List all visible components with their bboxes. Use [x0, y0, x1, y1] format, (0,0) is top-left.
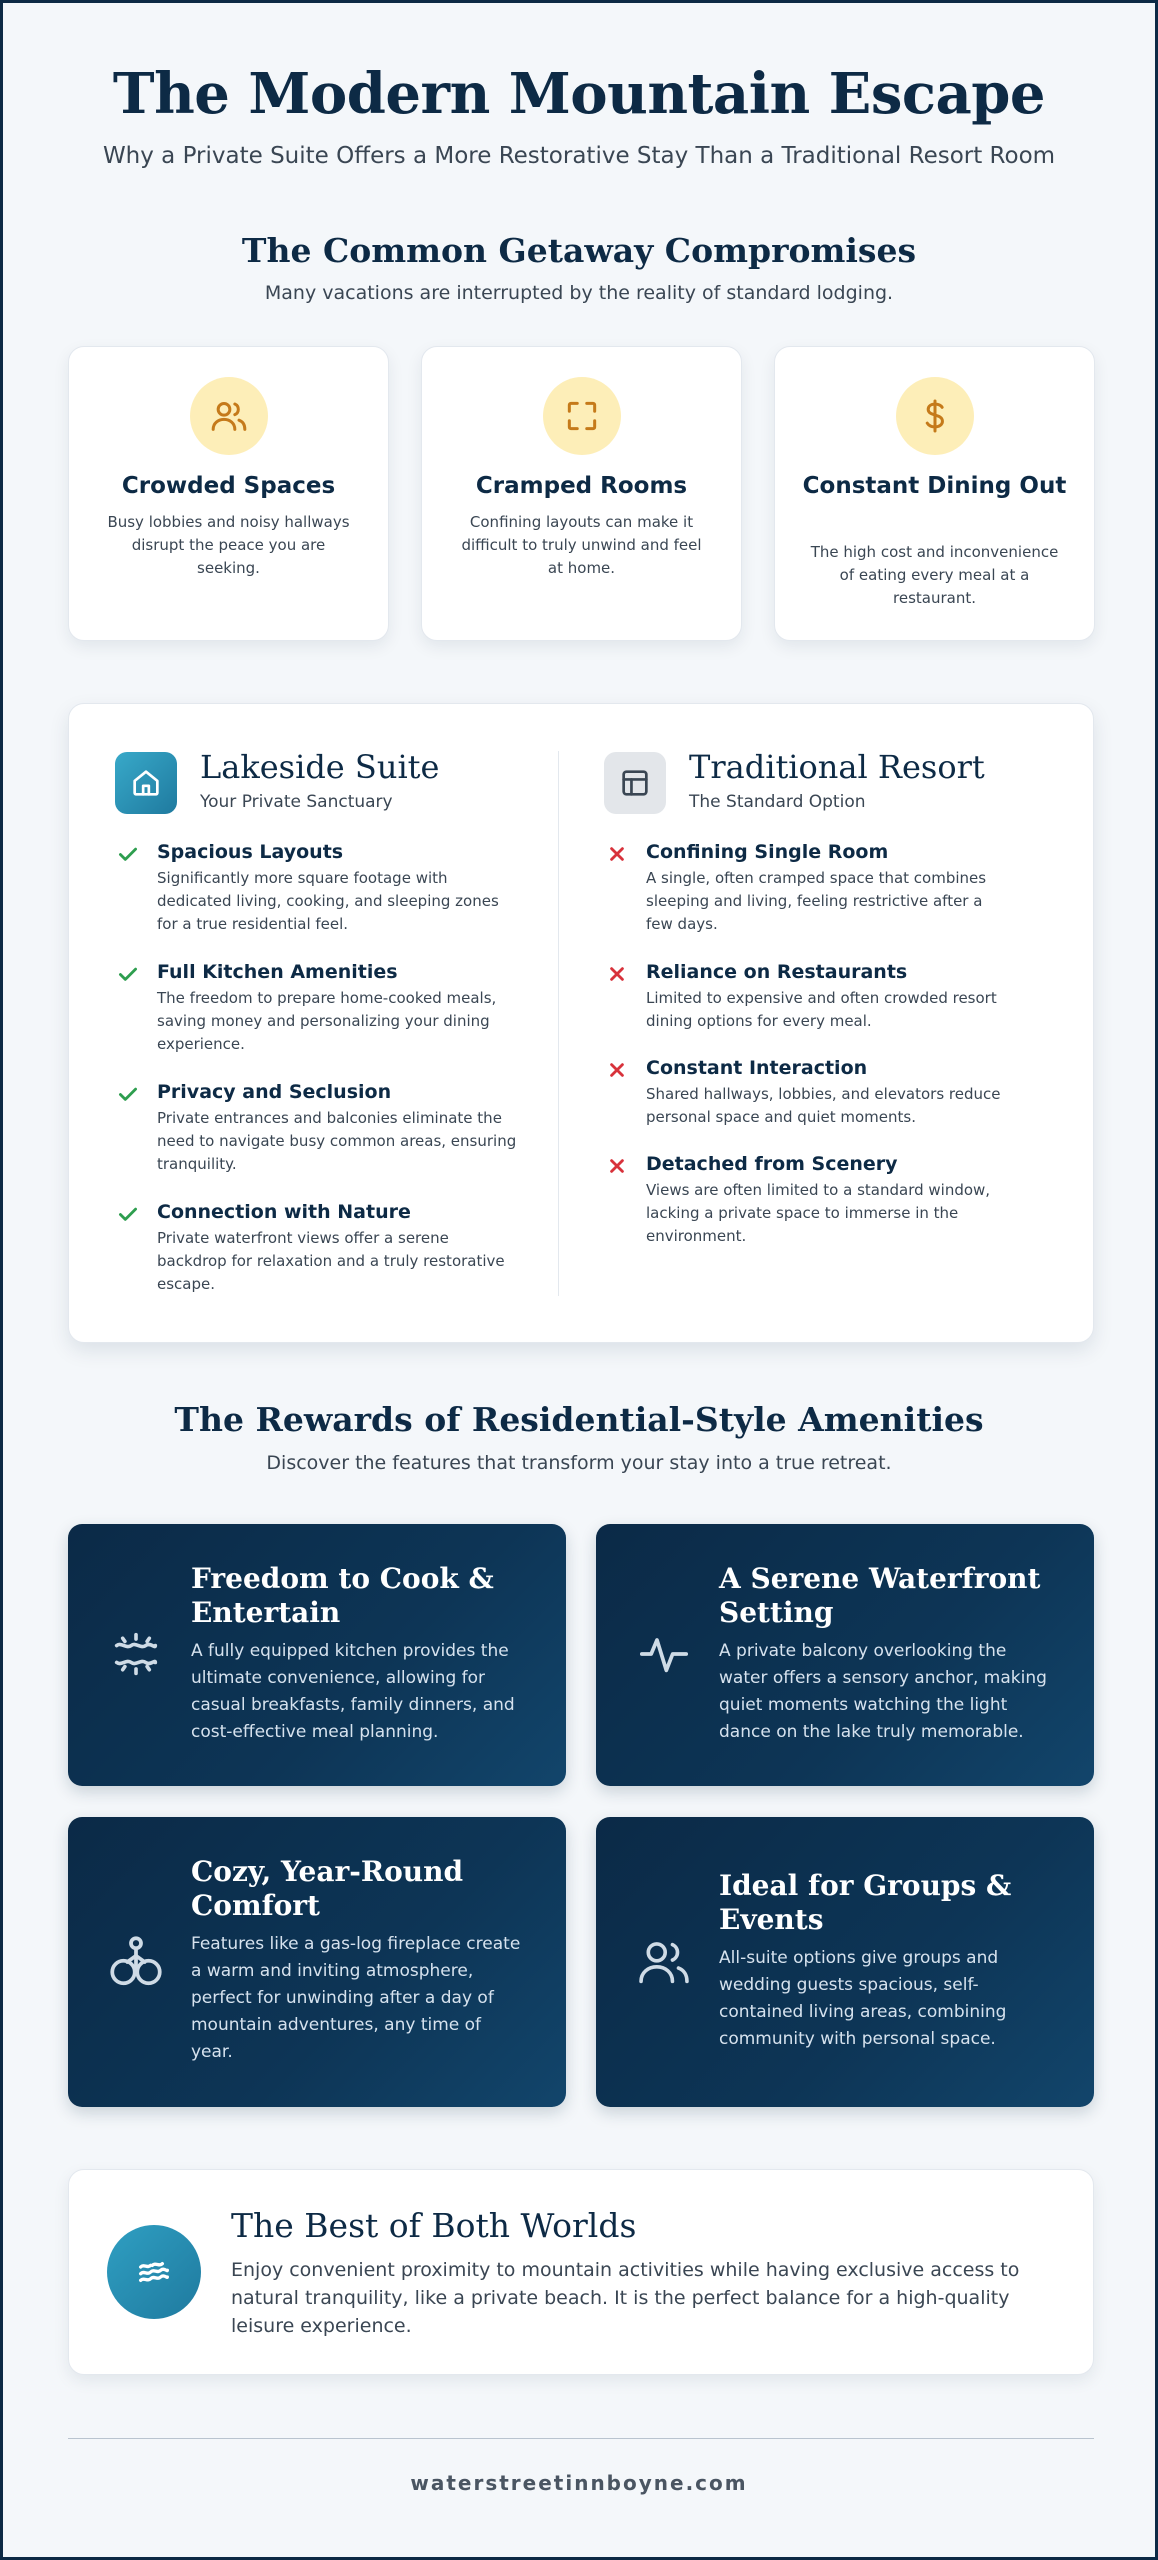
reward-card-waterfront — [596, 1524, 1094, 1786]
feature-heading: Constant Interaction — [646, 1057, 868, 1079]
compromise-card-crowded — [68, 346, 389, 641]
pulse-icon — [634, 1624, 694, 1684]
feature-text: Limited to expensive and often crowded resort dining options for every meal. — [646, 989, 997, 1030]
check-icon — [115, 1081, 141, 1107]
feature-heading: Detached from Scenery — [646, 1153, 898, 1175]
reward-heading: Freedom to Cook & Entertain — [191, 1562, 494, 1629]
feature-heading: Connection with Nature — [157, 1201, 411, 1223]
footer-divider — [68, 2438, 1094, 2439]
rewards-title: The Rewards of Residential-Style Amenities — [174, 1400, 984, 1439]
check-icon — [115, 1201, 141, 1227]
feature-text: Views are often limited to a standard window, lacking a private space to immerse in the environment. — [646, 1181, 991, 1245]
cozy-icon — [106, 1932, 166, 1992]
reward-card-cook — [68, 1524, 566, 1786]
cross-icon — [604, 961, 630, 987]
resort-feature — [646, 839, 1006, 936]
feature-text: Private waterfront views offer a serene backdrop for relaxation and a truly restorative escape. — [157, 1229, 505, 1293]
compromise-card-cramped — [421, 346, 742, 641]
suite-feature — [157, 959, 517, 1056]
suite-feature — [157, 1199, 517, 1296]
feature-text: Shared hallways, lobbies, and elevators reduce personal space and quiet moments. — [646, 1085, 1001, 1126]
compromise-card-dining — [774, 346, 1095, 641]
reward-card-comfort — [68, 1817, 566, 2107]
feature-heading: Confining Single Room — [646, 841, 889, 863]
resort-feature — [646, 959, 1006, 1033]
feature-text: A single, often cramped space that combines sleeping and living, feeling restrictive after a few days. — [646, 869, 987, 933]
feature-heading: Privacy and Seclusion — [157, 1081, 392, 1103]
resort-feature — [646, 1151, 1006, 1248]
best-text: Enjoy convenient proximity to mountain activities while having exclusive access to natural tranquility, like a private beach. It is the perfect balance for a high-quality leisure experience. — [231, 2259, 1020, 2337]
best-of-both-card — [68, 2169, 1094, 2375]
resort-title: Traditional Resort — [689, 748, 985, 786]
compromise-text: The high cost and inconvenience of eating every meal at a restaurant. — [810, 543, 1059, 607]
feature-text: Significantly more square footage with dedicated living, cooking, and sleeping zones for a true residential feel. — [157, 869, 499, 933]
page-title: The Modern Mountain Escape — [112, 61, 1046, 127]
compromise-heading: Cramped Rooms — [475, 473, 688, 499]
suite-feature — [157, 839, 517, 936]
compromises-title: The Common Getaway Compromises — [241, 231, 917, 270]
suite-feature — [157, 1079, 517, 1176]
column-divider — [558, 751, 559, 1296]
compromise-heading: Crowded Spaces — [121, 473, 336, 499]
page-subtitle: Why a Private Suite Offers a More Restorative Stay Than a Traditional Resort Room — [102, 143, 1056, 169]
reward-heading: A Serene Waterfront Setting — [719, 1562, 1041, 1629]
dollar-icon — [896, 377, 974, 455]
compromise-text: Confining layouts can make it difficult to truly unwind and feel at home. — [461, 513, 702, 577]
reward-text: Features like a gas-log fireplace create a warm and inviting atmosphere, perfect for unwinding after a day of mountain adventures, any time of year. — [191, 1934, 521, 2062]
comparison-panel — [68, 703, 1094, 1343]
suite-title: Lakeside Suite — [200, 748, 440, 786]
reward-heading: Cozy, Year-Round Comfort — [191, 1855, 464, 1922]
resort-feature — [646, 1055, 1006, 1129]
feature-heading: Full Kitchen Amenities — [157, 961, 398, 983]
reward-text: All-suite options give groups and wedding guests spacious, self-contained living areas, combining community with personal space. — [719, 1948, 1007, 2049]
users-icon — [190, 377, 268, 455]
footer-website[interactable]: waterstreetinnboyne.com — [410, 2471, 748, 2495]
reward-text: A private balcony overlooking the water offers a sensory anchor, making quiet moments watching the light dance on the lake truly memorable. — [719, 1641, 1047, 1742]
cross-icon — [604, 841, 630, 867]
cross-icon — [604, 1057, 630, 1083]
compromise-text: Busy lobbies and noisy hallways disrupt the peace you are seeking. — [107, 513, 350, 577]
cross-icon — [604, 1153, 630, 1179]
feature-heading: Reliance on Restaurants — [646, 961, 908, 983]
layout-icon — [604, 752, 666, 814]
reward-heading: Ideal for Groups & Events — [719, 1869, 1012, 1936]
feature-heading: Spacious Layouts — [157, 841, 344, 863]
reward-card-groups — [596, 1817, 1094, 2107]
feature-text: The freedom to prepare home-cooked meals, saving money and personalizing your dining experience. — [157, 989, 497, 1053]
waves-icon — [107, 2225, 201, 2319]
compromise-heading: Constant Dining Out — [802, 473, 1067, 499]
group-icon — [634, 1932, 694, 1992]
reward-text: A fully equipped kitchen provides the ultimate convenience, allowing for casual breakfasts, family dinners, and cost-effective meal planning. — [191, 1641, 515, 1742]
check-icon — [115, 841, 141, 867]
rewards-subtitle: Discover the features that transform your stay into a true retreat. — [266, 1452, 892, 1474]
check-icon — [115, 961, 141, 987]
expand-frame-icon — [543, 377, 621, 455]
sparkle-icon — [106, 1624, 166, 1684]
resort-subtitle: The Standard Option — [689, 792, 866, 812]
compromises-subtitle: Many vacations are interrupted by the reality of standard lodging. — [264, 282, 894, 304]
best-title: The Best of Both Worlds — [231, 2206, 637, 2245]
home-icon — [115, 752, 177, 814]
suite-subtitle: Your Private Sanctuary — [200, 792, 393, 812]
feature-text: Private entrances and balconies eliminate the need to navigate busy common areas, ensuring tranquility. — [157, 1109, 517, 1173]
